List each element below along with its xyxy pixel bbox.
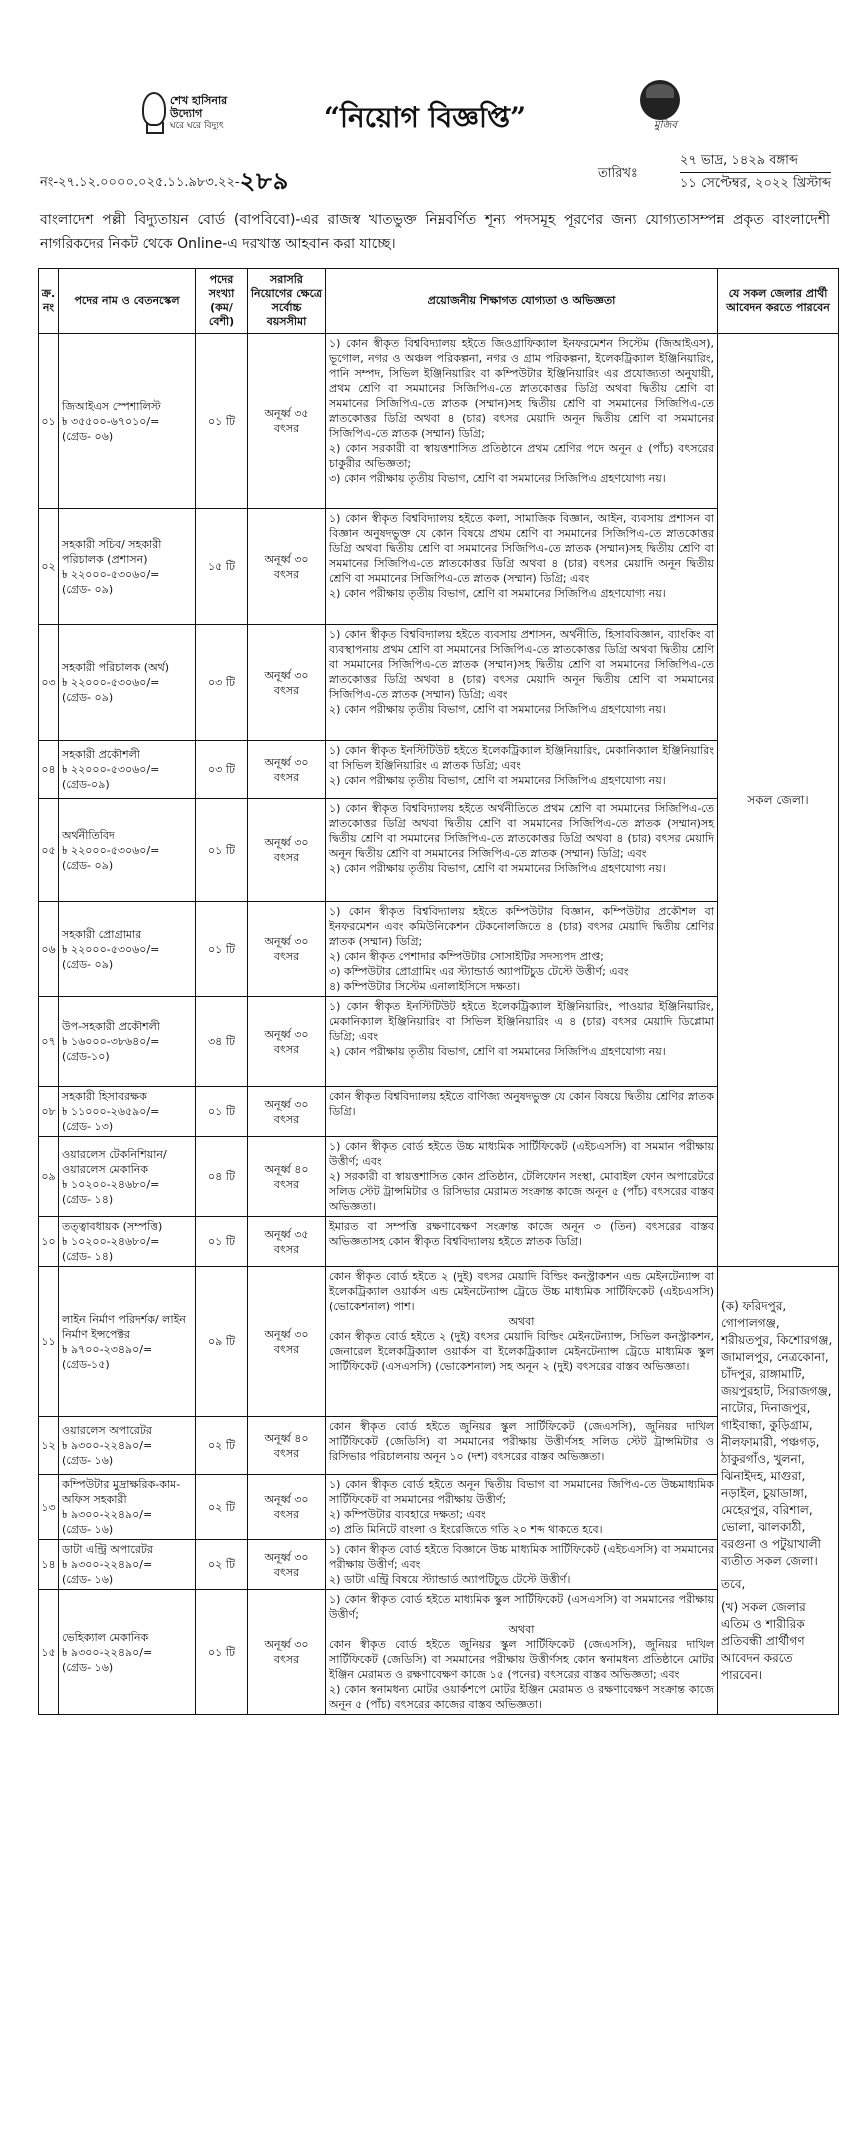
row-serial: ১০: [39, 1217, 59, 1267]
district-clause-a: (ক) ফরিদপুর, গোপালগঞ্জ, শরীয়তপুর, কিশোরগঞ্জ, জামালপুর, নেত্রকোনা, চাঁদপুর, রাঙ্গামাটি, জয়পুরহাট, সিরাজগঞ্জ, নাটোর, দিনাজপুর, গাইবান্ধা, কুড়িগ্রাম, নীলফামারী, পঞ্চগড়, ঠাকুরগাঁও, খুলনা, ঝিনাইদহ, মাগুরা, নড়াইল, চুয়াডাঙ্গা, মেহেরপুর, বরিশাল, ভোলা, ঝালকাঠী, বরগুনা ও পটুয়াখালী ব্যতীত সকল জেলা।: [721, 1298, 833, 1568]
age-limit: [248, 1087, 326, 1137]
age-limit-line: অনূর্ধ্ব ৩৫: [264, 1227, 309, 1241]
vacancy-table: [38, 268, 839, 1715]
qualification-line: কোন স্বীকৃত বোর্ড হইতে জুনিয়র স্কুল সার্টিফিকেট (জেএসসি), জুনিয়র দাখিল সার্টিফিকেট (জেডিসি) বা সমমানের পরীক্ষায় উত্তীর্ণসহ সলিড স্টেট ট্রান্সমিটার ও রিসিভার পরিচালনায় অনূন ১০ (দশ) বৎসরের বাস্তব অভিজ্ঞতা।: [329, 1420, 714, 1463]
qualification-line: কোন স্বীকৃত বোর্ড হইতে ২ (দুই) বৎসর মেয়াদি বিল্ডিং মেইনটেন্যান্স, সিভিল কনস্ট্রাকশন, জেনারেল ইলেকট্রিক্যাল ওয়ার্কস বা ইলেকট্রিক্যাল মেইনটেন্যান্স ট্রেডে মাধ্যমিক স্কুল সার্টিফিকেট (এসএসসি) (ভোকেশনাল) সহ অনূন ২ (দুই) বৎসরের বাস্তব অভিজ্ঞতা।: [329, 1330, 714, 1373]
logo-line-3: ঘরে ঘরে বিদ্যুৎ: [170, 121, 224, 131]
post-name-scale: [59, 1540, 196, 1590]
post-name-scale: [59, 1590, 196, 1715]
post-name: অর্থনীতিবিদ: [62, 828, 115, 842]
logo-text: [170, 94, 227, 133]
age-limit: [248, 997, 326, 1087]
age-limit-line: অনূর্ধ্ব ৩৫: [264, 407, 309, 420]
pay-scale: ৳ ৯৭০০-২৩৪৯০/=: [62, 1342, 153, 1356]
row-serial: ০১: [39, 334, 59, 509]
post-name-scale: [59, 1267, 196, 1417]
age-limit: [248, 509, 326, 625]
pay-scale: ৳ ২২০০০-৫৩০৬০/=: [62, 763, 160, 776]
age-limit-line: বৎসর: [273, 1446, 300, 1460]
qualification: [326, 799, 718, 902]
post-name: তত্ত্বাবধায়ক (সম্পত্তি): [62, 1220, 163, 1233]
post-name: জিআইএস স্পেশালিস্ট: [62, 399, 161, 413]
pay-scale: ৳ ৩৫৫০০-৬৭০১০/=: [62, 414, 160, 428]
date-label: তারিখঃ: [598, 166, 638, 181]
pay-scale: ৳ ৯৩০০-২২৪৯০/=: [62, 1645, 153, 1659]
age-limit: [248, 902, 326, 997]
table-row: [39, 1267, 839, 1417]
age-limit-line: বৎসর: [273, 851, 300, 864]
age-limit-line: অনূর্ধ্ব ৪০: [264, 1431, 309, 1445]
pay-grade: (গ্রেড- ০৬): [62, 429, 114, 443]
qualification-line: ২) কোন পরীক্ষায় তৃতীয় বিভাগ, শ্রেণি বা সমমানের সিজিপিএ গ্রহণযোগ্য নয়।: [329, 587, 666, 600]
pay-grade: (গ্রেড- ১৬): [62, 1523, 114, 1536]
col-header-count: পদের সংখ্যা (কম/ বেশী): [196, 269, 248, 334]
row-serial: ০৬: [39, 902, 59, 997]
bulb-base-icon: [146, 122, 164, 134]
qualification-line: ২) কোন পরীক্ষায় তৃতীয় বিভাগ, শ্রেণি বা সমমানের সিজিপিএ গ্রহণযোগ্য নয়।: [329, 703, 666, 716]
row-serial: ১২: [39, 1417, 59, 1475]
qualification: [326, 334, 718, 509]
age-limit: [248, 1217, 326, 1267]
qualification: [326, 509, 718, 625]
row-serial: ০৪: [39, 741, 59, 799]
bulb-icon: [142, 92, 166, 126]
qualification-line: ১) কোন স্বীকৃত বোর্ড হইতে মাধ্যমিক স্কুল সার্টিফিকেট (এসএসসি) বা সমমানের পরীক্ষায় উত্তীর্ণ;: [329, 1593, 714, 1621]
age-limit: [248, 625, 326, 741]
row-serial: ১১: [39, 1267, 59, 1417]
post-count: ৩৪ টি: [196, 997, 248, 1087]
age-limit-line: অনূর্ধ্ব ৩০: [264, 1097, 309, 1111]
col-header-age: সরাসরি নিয়োগের ক্ষেত্রে সর্বোচ্চ বয়সসীমা: [248, 269, 326, 334]
pay-scale: ৳ ৯৩০০-২২৪৯০/=: [62, 1508, 153, 1521]
age-limit-line: বৎসর: [273, 422, 300, 435]
qualification: [326, 1540, 718, 1590]
post-count: ০৩ টি: [196, 741, 248, 799]
age-limit-line: অনূর্ধ্ব ৩০: [264, 1638, 309, 1651]
post-name-scale: [59, 997, 196, 1087]
qualification: [326, 1137, 718, 1217]
age-limit-line: বৎসর: [273, 1508, 300, 1521]
age-limit: [248, 799, 326, 902]
district-clause-b: (খ) সকল জেলার এতিম ও শারীরিক প্রতিবন্ধী প্রার্থীগণ আবেদন করতে পারবেন।: [721, 1599, 806, 1682]
qualification-line: ইমারত বা সম্পত্তি রক্ষণাবেক্ষণ সংক্রান্ত কাজে অনূন ৩ (তিন) বৎসরের বাস্তব অভিজ্ঞতাসহ কোন স্বীকৃত বিশ্ববিদ্যালয় হইতে স্নাতক ডিগ্রি।: [329, 1220, 714, 1248]
post-name-scale: [59, 1137, 196, 1217]
row-serial: ০৯: [39, 1137, 59, 1217]
age-limit-line: অনূর্ধ্ব ৩০: [264, 935, 309, 948]
col-header-districts: যে সকল জেলার প্রার্থী আবেদন করতে পারবেন: [718, 269, 839, 334]
age-limit-line: অনূর্ধ্ব ৩০: [264, 1493, 309, 1506]
post-name-scale: [59, 741, 196, 799]
age-limit-line: বৎসর: [273, 1042, 300, 1056]
pay-scale: ৳ ১০২০০-২৪৬৮০/=: [62, 1177, 160, 1191]
post-count: ০৩ টি: [196, 625, 248, 741]
qualification-line: ১) কোন স্বীকৃত বোর্ড হইতে উচ্চ মাধ্যমিক সার্টিফিকেট (এইচএসসি) বা সমমান পরীক্ষায় উত্তীর্ণ; এবং: [329, 1140, 714, 1168]
post-count: ০২ টি: [196, 1417, 248, 1475]
age-limit-line: অনূর্ধ্ব ৩০: [264, 668, 309, 682]
post-name: ওয়ারলেস টেকনিশিয়ান/ ওয়ারলেস মেকানিক: [62, 1147, 167, 1176]
qualification-line: ১) কোন স্বীকৃত বিশ্ববিদ্যালয় হইতে কম্পিউটার বিজ্ঞান, কম্পিউটার প্রকৌশল বা ইনফরমেশন এবং কমিউনিকেশন টেকনোলজিতে ৪ (চার) বৎসর মেয়াদি দ্বিতীয় শ্রেণির স্নাতক (সম্মান) ডিগ্রি;: [329, 905, 714, 948]
table-row: [39, 334, 839, 509]
pay-grade: (গ্রেড- ০৯): [62, 957, 114, 971]
pay-grade: (গ্রেড- ০৯): [62, 582, 114, 596]
qualification-line: ১) কোন স্বীকৃত ইনস্টিটিউট হইতে ইলেকট্রিক্যাল ইঞ্জিনিয়ারিং, পাওয়ার ইঞ্জিনিয়ারিং, মেকানিক্যাল ইঞ্জিনিয়ারিং বা সিভিল ইঞ্জিনিয়ারিং এ ৪ (চার) বৎসর মেয়াদি ডিপ্লোমা ডিগ্রি; এবং: [329, 1000, 714, 1043]
post-name: ভেহিক্যাল মেকানিক: [62, 1630, 149, 1644]
qualification: [326, 997, 718, 1087]
age-limit-line: বৎসর: [273, 770, 300, 784]
pay-scale: ৳ ২২০০০-৫৩০৬০/=: [62, 942, 160, 956]
age-limit-line: অনূর্ধ্ব ৩০: [264, 1327, 309, 1341]
row-serial: ০৩: [39, 625, 59, 741]
post-name-scale: [59, 334, 196, 509]
pay-scale: ৳ ৯৩০০-২২৪৯০/=: [62, 1558, 153, 1571]
post-name-scale: [59, 1417, 196, 1475]
date-english: ১১ সেপ্টেম্বর, ২০২২ খ্রিস্টাব্দ: [680, 176, 832, 191]
memo-prefix: নং-২৭.১২.০০০০.০২৫.১১.৯৮৩.২২-: [40, 175, 240, 190]
pay-grade: (গ্রেড- ১৩): [62, 1120, 114, 1133]
post-name: ওয়ারলেস অপারেটর: [62, 1424, 152, 1437]
qualification-line: ১) কোন স্বীকৃত বিশ্ববিদ্যালয় হইতে ব্যবসায় প্রশাসন, অর্থনীতি, হিসাববিজ্ঞান, ব্যাংকিং বা ব্যবস্থাপনায় প্রথম শ্রেণি বা সমমানের সিজিপিএ-তে স্নাতকোত্তর ডিগ্রি অথবা দ্বিতীয় শ্রেণি বা সমমানের সিজিপিএ-তে স্নাতক (সম্মান)সহ দ্বিতীয় শ্রেণি বা সমমানের সিজিপিএ-তে স্নাতকোত্তর ডিগ্রি অথবা ৪ (চার) বৎসর মেয়াদি অনূন দ্বিতীয় শ্রেণি বা সমমানের সিজিপিএ-তে স্নাতক (সম্মান) ডিগ্রি; এবং: [329, 628, 714, 701]
qualification-line: ১) কোন স্বীকৃত বিশ্ববিদ্যালয় হইতে জিওগ্রাফিক্যাল ইনফরমেশন সিস্টেম (জিআইএস), ভূগোল, নগর ও অঞ্চল পরিকল্পনা, নগর ও গ্রাম পরিকল্পনা, ইলেকট্রিক্যাল ইঞ্জিনিয়ারিং, পানি সম্পদ, সিভিল ইঞ্জিনিয়ারিং বা কম্পিউটার ইঞ্জিনিয়ারিং এর প্রযোজ্যতা অনুযায়ী, প্রথম শ্রেণি বা সমমানের সিজিপিএ-তে স্নাতকোত্তর ডিগ্রি অথবা দ্বিতীয় শ্রেণি বা সমমানের সিজিপিএ-তে স্নাতক (সম্মান)সহ দ্বিতীয় শ্রেণি বা সমমানের সিজিপিএ-তে স্নাতকোত্তর ডিগ্রি অথবা ৪ (চার) বৎসর মেয়াদি অনূন দ্বিতীয় শ্রেণি বা সমমানের সিজিপিএ-তে স্নাতক (সম্মান) ডিগ্রি;: [329, 337, 714, 440]
post-name: সহকারী পরিচালক (অর্থ): [62, 661, 170, 674]
post-name-scale: [59, 1475, 196, 1540]
qualification-line: ২) কোন সরকারী বা স্বায়ত্তশাসিত প্রতিষ্ঠানে প্রথম শ্রেণির পদে অনূন ৫ (পাঁচ) বৎসরের চাকুরীর অভিজ্ঞতা;: [329, 442, 714, 470]
table-header-row: [39, 269, 839, 334]
district-then: তবে,: [721, 1576, 746, 1591]
post-name-scale: [59, 1087, 196, 1137]
qualification-line: কোন স্বীকৃত বিশ্ববিদ্যালয় হইতে বাণিজ্য অনুষদভুক্ত যে কোন বিষয়ে দ্বিতীয় শ্রেণির স্নাতক ডিগ্রি।: [329, 1090, 714, 1118]
qualification: [326, 625, 718, 741]
row-serial: ১৫: [39, 1590, 59, 1715]
post-name-scale: [59, 902, 196, 997]
qualification: [326, 902, 718, 997]
row-serial: ১৩: [39, 1475, 59, 1540]
qualification-line: ২) কোন স্বীকৃত পেশাদার কম্পিউটার সোসাইটির সদস্যপদ প্রাপ্ত;: [329, 950, 604, 963]
age-limit-line: অনূর্ধ্ব ৪০: [264, 1162, 309, 1176]
post-name-scale: [59, 799, 196, 902]
or-separator: অথবা: [508, 1315, 535, 1328]
logo-line-1: শেখ হাসিনার: [170, 94, 228, 107]
qualification-line: ১) কোন স্বীকৃত বিশ্ববিদ্যালয় হইতে কলা, সামাজিক বিজ্ঞান, আইন, ব্যবসায় প্রশাসন বা বিজ্ঞান অনুষদভুক্ত যে কোন বিষয়ে প্রথম শ্রেণি বা সমমানের সিজিপিএ-তে স্নাতকোত্তর ডিগ্রি অথবা দ্বিতীয় শ্রেণি বা সমমানের সিজিপিএ-তে স্নাতক (সম্মান)সহ দ্বিতীয় শ্রেণি বা সমমানের সিজিপিএ-তে স্নাতকোত্তর ডিগ্রি অথবা ৪ (চার) বৎসর মেয়াদি অনূন দ্বিতীয় শ্রেণি বা সমমানের সিজিপিএ-তে স্নাতক (সম্মান) ডিগ্রি; এবং: [329, 512, 714, 585]
pay-scale: ৳ ২২০০০-৫৩০৬০/=: [62, 676, 160, 689]
pay-scale: ৳ ২২০০০-৫৩০৬০/=: [62, 843, 160, 857]
qualification-line: কোন স্বীকৃত বোর্ড হইতে ২ (দুই) বৎসর মেয়াদি বিল্ডিং কনস্ট্রাকশন এন্ড মেইনটেন্যান্স বা ইলেকট্রিক্যাল ওয়ার্কস এন্ড মেইনটেন্যান্স ট্রেডে উচ্চ মাধ্যমিক সার্টিফিকেট (এইচএসসি) (ভোকেশনাল) পাশ।: [329, 1270, 714, 1313]
qualification-line: ২) কম্পিউটার ব্যবহারে দক্ষতা; এবং: [329, 1508, 486, 1521]
pay-grade: (গ্রেড- ১৬): [62, 1660, 114, 1674]
age-limit-line: বৎসর: [273, 1653, 300, 1666]
row-serial: ০৮: [39, 1087, 59, 1137]
age-limit-line: অনূর্ধ্ব ৩০: [264, 552, 309, 566]
qualification-line: ২) কোন পরীক্ষায় তৃতীয় বিভাগ, শ্রেণি বা সমমানের সিজিপিএ গ্রহণযোগ্য নয়।: [329, 1045, 666, 1058]
logo-line-2: উদ্যোগ: [170, 107, 203, 120]
date-bangla: ২৭ ভাদ্র, ১৪২৯ বঙ্গাব্দ: [680, 150, 831, 173]
intro-paragraph: বাংলাদেশ পল্লী বিদ্যুতায়ন বোর্ড (বাপবিবো)-এর রাজস্ব খাতভুক্ত নিম্নবর্ণিত শূন্য পদসমূহ পূরণের জন্য যোগ্যতাসম্পন্ন প্রকৃত বাংলাদেশী নাগরিকদের নিকট থেকে Online-এ দরখাস্ত আহবান করা যাচ্ছে।: [40, 212, 830, 252]
qualification-line: ৩) কোন পরীক্ষায় তৃতীয় বিভাগ, শ্রেণি বা সমমানের সিজিপিএ গ্রহণযোগ্য নয়।: [329, 472, 666, 485]
memo-handwritten-number: ২৮৯: [239, 166, 290, 195]
memo-number: [40, 163, 289, 203]
qualification: [326, 741, 718, 799]
district-list: [721, 1298, 835, 1684]
age-limit-line: অনূর্ধ্ব ৩০: [264, 836, 309, 849]
qualification: [326, 1217, 718, 1267]
age-limit: [248, 1417, 326, 1475]
row-serial: ০৭: [39, 997, 59, 1087]
sheikh-hasina-initiative-logo: [130, 88, 260, 148]
qualification-line: ২) কোন পরীক্ষায় তৃতীয় বিভাগ, শ্রেণি বা সমমানের সিজিপিএ গ্রহণযোগ্য নয়।: [329, 774, 666, 787]
pay-grade: (গ্রেড- ১৬): [62, 1573, 114, 1586]
post-name: লাইন নির্মাণ পরিদর্শক/ লাইন নির্মাণ ইন্সপেক্টর: [62, 1312, 186, 1341]
post-name: সহকারী প্রোগ্রামার: [62, 927, 142, 941]
age-limit-line: বৎসর: [273, 1242, 300, 1256]
post-count: ০২ টি: [196, 1540, 248, 1590]
qualification-line: ২) কোন স্বনামধন্য মোটর ওয়ার্কশপে মোটর ইঞ্জিন মেরামত ও রক্ষণাবেক্ষণ সংক্রান্ত কাজে অনূন ৫ (পাঁচ) বৎসরের কাজের বাস্তব অভিজ্ঞতা।: [329, 1683, 714, 1711]
pay-grade: (গ্রেড- ১৪): [62, 1192, 114, 1206]
post-name: ডাটা এন্ট্রি অপারেটর: [62, 1543, 153, 1556]
qualification: [326, 1590, 718, 1715]
age-limit-line: বৎসর: [273, 567, 300, 581]
pay-grade: (গ্রেড- ১৪): [62, 1250, 114, 1263]
age-limit-line: বৎসর: [273, 950, 300, 963]
col-header-sl: ক্র. নং: [39, 269, 59, 334]
qualification-line: ৪) কম্পিউটার সিস্টেম এনালাইসিসে দক্ষতা।: [329, 980, 521, 993]
post-name: সহকারী প্রকৌশলী: [62, 748, 140, 761]
qualification: [326, 1087, 718, 1137]
pay-grade: (গ্রেড-০৯): [62, 778, 110, 791]
qualification-line: ২) ডাটা এন্ট্রি বিষয়ে স্ট্যান্ডার্ড অ্যাপটিচুড টেস্টে উত্তীর্ণ।: [329, 1573, 571, 1586]
age-limit-line: অনূর্ধ্ব ৩০: [264, 1027, 309, 1041]
post-count: ০১ টি: [196, 799, 248, 902]
post-name: উপ-সহকারী প্রকৌশলী: [62, 1020, 160, 1033]
col-header-qualification: প্রয়োজনীয় শিক্ষাগত যোগ্যতা ও অভিজ্ঞতা: [326, 269, 718, 334]
qualification-line: ১) কোন স্বীকৃত বোর্ড হইতে অনূন দ্বিতীয় বিভাগ বা সমমানের জিপিএ-তে উচ্চমাধ্যমিক সার্টিফিকেট বা সমমানের পরীক্ষায় উত্তীর্ণ;: [329, 1478, 714, 1506]
age-limit-line: অনূর্ধ্ব ৩০: [264, 755, 309, 769]
qualification-line: ১) কোন স্বীকৃত বোর্ড হইতে বিজ্ঞানে উচ্চ মাধ্যমিক সার্টিফিকেট (এইচএসসি) বা সমমানের পরীক্ষায় উত্তীর্ণ; এবং: [329, 1543, 714, 1571]
row-serial: ০৫: [39, 799, 59, 902]
post-count: ০২ টি: [196, 1475, 248, 1540]
mujib-caption: মুজিব: [654, 120, 677, 131]
pay-grade: (গ্রেড- ০৯): [62, 691, 114, 704]
post-count: ০১ টি: [196, 334, 248, 509]
pay-scale: ৳ ২২০০০-৫৩০৬০/=: [62, 567, 160, 581]
post-count: ০১ টি: [196, 1590, 248, 1715]
age-limit: [248, 1475, 326, 1540]
district-eligibility-restricted: [718, 1267, 839, 1715]
or-separator: অথবা: [508, 1623, 535, 1636]
col-header-post: পদের নাম ও বেতনস্কেল: [59, 269, 196, 334]
qualification-line: ২) কোন পরীক্ষায় তৃতীয় বিভাগ, শ্রেণি বা সমমানের সিজিপিএ গ্রহণযোগ্য নয়।: [329, 862, 666, 875]
pay-grade: (গ্রেড-১০): [62, 1050, 110, 1063]
age-limit: [248, 1540, 326, 1590]
portrait-hair: [646, 84, 674, 98]
pay-grade: (গ্রেড- ০৯): [62, 858, 114, 872]
post-name-scale: [59, 625, 196, 741]
pay-grade: (গ্রেড-১৫): [62, 1357, 110, 1371]
post-name: সহকারী হিসাবরক্ষক: [62, 1090, 147, 1103]
qualification-line: ২) সরকারী বা স্বায়ত্তশাসিত কোন প্রতিষ্ঠান, টেলিফোন সংস্থা, মোবাইল ফোন অপারেটরে সলিড স্টেট ট্রান্সমিটার ও রিসিভার মেরামত সংক্রান্ত কাজে অনূন ৫ (পাঁচ) বৎসরের বাস্তব অভিজ্ঞতা।: [329, 1170, 714, 1213]
post-count: ১৫ টি: [196, 509, 248, 625]
post-count: ০৯ টি: [196, 1267, 248, 1417]
post-name: কম্পিউটার মুদ্রাক্ষরিক-কাম-অফিস সহকারী: [62, 1478, 181, 1506]
row-serial: ০২: [39, 509, 59, 625]
qualification-line: কোন স্বীকৃত বোর্ড হইতে জুনিয়র স্কুল সার্টিফিকেট (জেএসসি), জুনিয়র দাখিল সার্টিফিকেট (জেডিসি) বা সমমানের পরীক্ষায় উত্তীর্ণসহ কোন স্বনামধন্য প্রতিষ্ঠানে মোটর ইঞ্জিন মেরামত ও রক্ষণাবেক্ষণ কাজে ১৫ (পনের) বৎসরের বাস্তব অভিজ্ঞতা; এবং: [329, 1638, 714, 1681]
date-values: [680, 150, 831, 195]
pay-scale: ৳ ৯৩০০-২২৪৯০/=: [62, 1439, 153, 1452]
post-count: ০১ টি: [196, 1087, 248, 1137]
age-limit: [248, 741, 326, 799]
age-limit: [248, 334, 326, 509]
post-name: সহকারী সচিব/ সহকারী পরিচালক (প্রশাসন): [62, 537, 162, 566]
qualification-line: ১) কোন স্বীকৃত ইনস্টিটিউট হইতে ইলেকট্রিক্যাল ইঞ্জিনিয়ারিং, মেকানিক্যাল ইঞ্জিনিয়ারিং বা সিভিল ইঞ্জিনিয়ারিং এ স্নাতক ডিগ্রি; এবং: [329, 744, 714, 772]
age-limit-line: বৎসর: [273, 1342, 300, 1356]
mujib-portrait-logo: [640, 80, 694, 136]
age-limit-line: বৎসর: [273, 1112, 300, 1126]
pay-scale: ৳ ১৬০০০-৩৮৬৪০/=: [62, 1035, 160, 1048]
qualification: [326, 1475, 718, 1540]
district-eligibility-all: সকল জেলা।: [718, 334, 839, 1267]
age-limit-line: বৎসর: [273, 683, 300, 697]
post-count: ০১ টি: [196, 902, 248, 997]
age-limit-line: বৎসর: [273, 1565, 300, 1579]
post-name-scale: [59, 1217, 196, 1267]
row-serial: ১৪: [39, 1540, 59, 1590]
age-limit: [248, 1590, 326, 1715]
post-count: ০১ টি: [196, 1217, 248, 1267]
post-name-scale: [59, 509, 196, 625]
qualification: [326, 1267, 718, 1417]
age-limit-line: বৎসর: [273, 1177, 300, 1191]
age-limit-line: অনূর্ধ্ব ৩০: [264, 1550, 309, 1564]
qualification-line: ৩) কম্পিউটার প্রোগ্রামিং এর স্ট্যান্ডার্ড অ্যাপটিচুড টেস্টে উত্তীর্ণ; এবং: [329, 965, 629, 978]
age-limit: [248, 1137, 326, 1217]
pay-grade: (গ্রেড- ১৬): [62, 1454, 114, 1467]
qualification-line: ৩) প্রতি মিনিটে বাংলা ও ইংরেজিতে গতি ২০ শব্দ থাকতে হবে।: [329, 1523, 603, 1536]
post-count: ০৪ টি: [196, 1137, 248, 1217]
pay-scale: ৳ ১১০০০-২৬৫৯০/=: [62, 1105, 160, 1118]
age-limit: [248, 1267, 326, 1417]
qualification-line: ১) কোন স্বীকৃত বিশ্ববিদ্যালয় হইতে অর্থনীতিতে প্রথম শ্রেণি বা সমমানের সিজিপিএ-তে স্নাতকোত্তর ডিগ্রি অথবা দ্বিতীয় শ্রেণি বা সমমানের সিজিপিএ-তে স্নাতক (সম্মান)সহ দ্বিতীয় শ্রেণি বা সমমানের সিজিপিএ-তে স্নাতকোত্তর ডিগ্রি অথবা ৪ (চার) বৎসর মেয়াদি অনূন দ্বিতীয় শ্রেণি বা সমমানের সিজিপিএ-তে স্নাতক (সম্মান) ডিগ্রি; এবং: [329, 802, 714, 860]
notice-title: “নিয়োগ বিজ্ঞপ্তি”: [323, 101, 527, 134]
pay-scale: ৳ ১০২০০-২৪৬৮০/=: [62, 1235, 160, 1248]
qualification: [326, 1417, 718, 1475]
